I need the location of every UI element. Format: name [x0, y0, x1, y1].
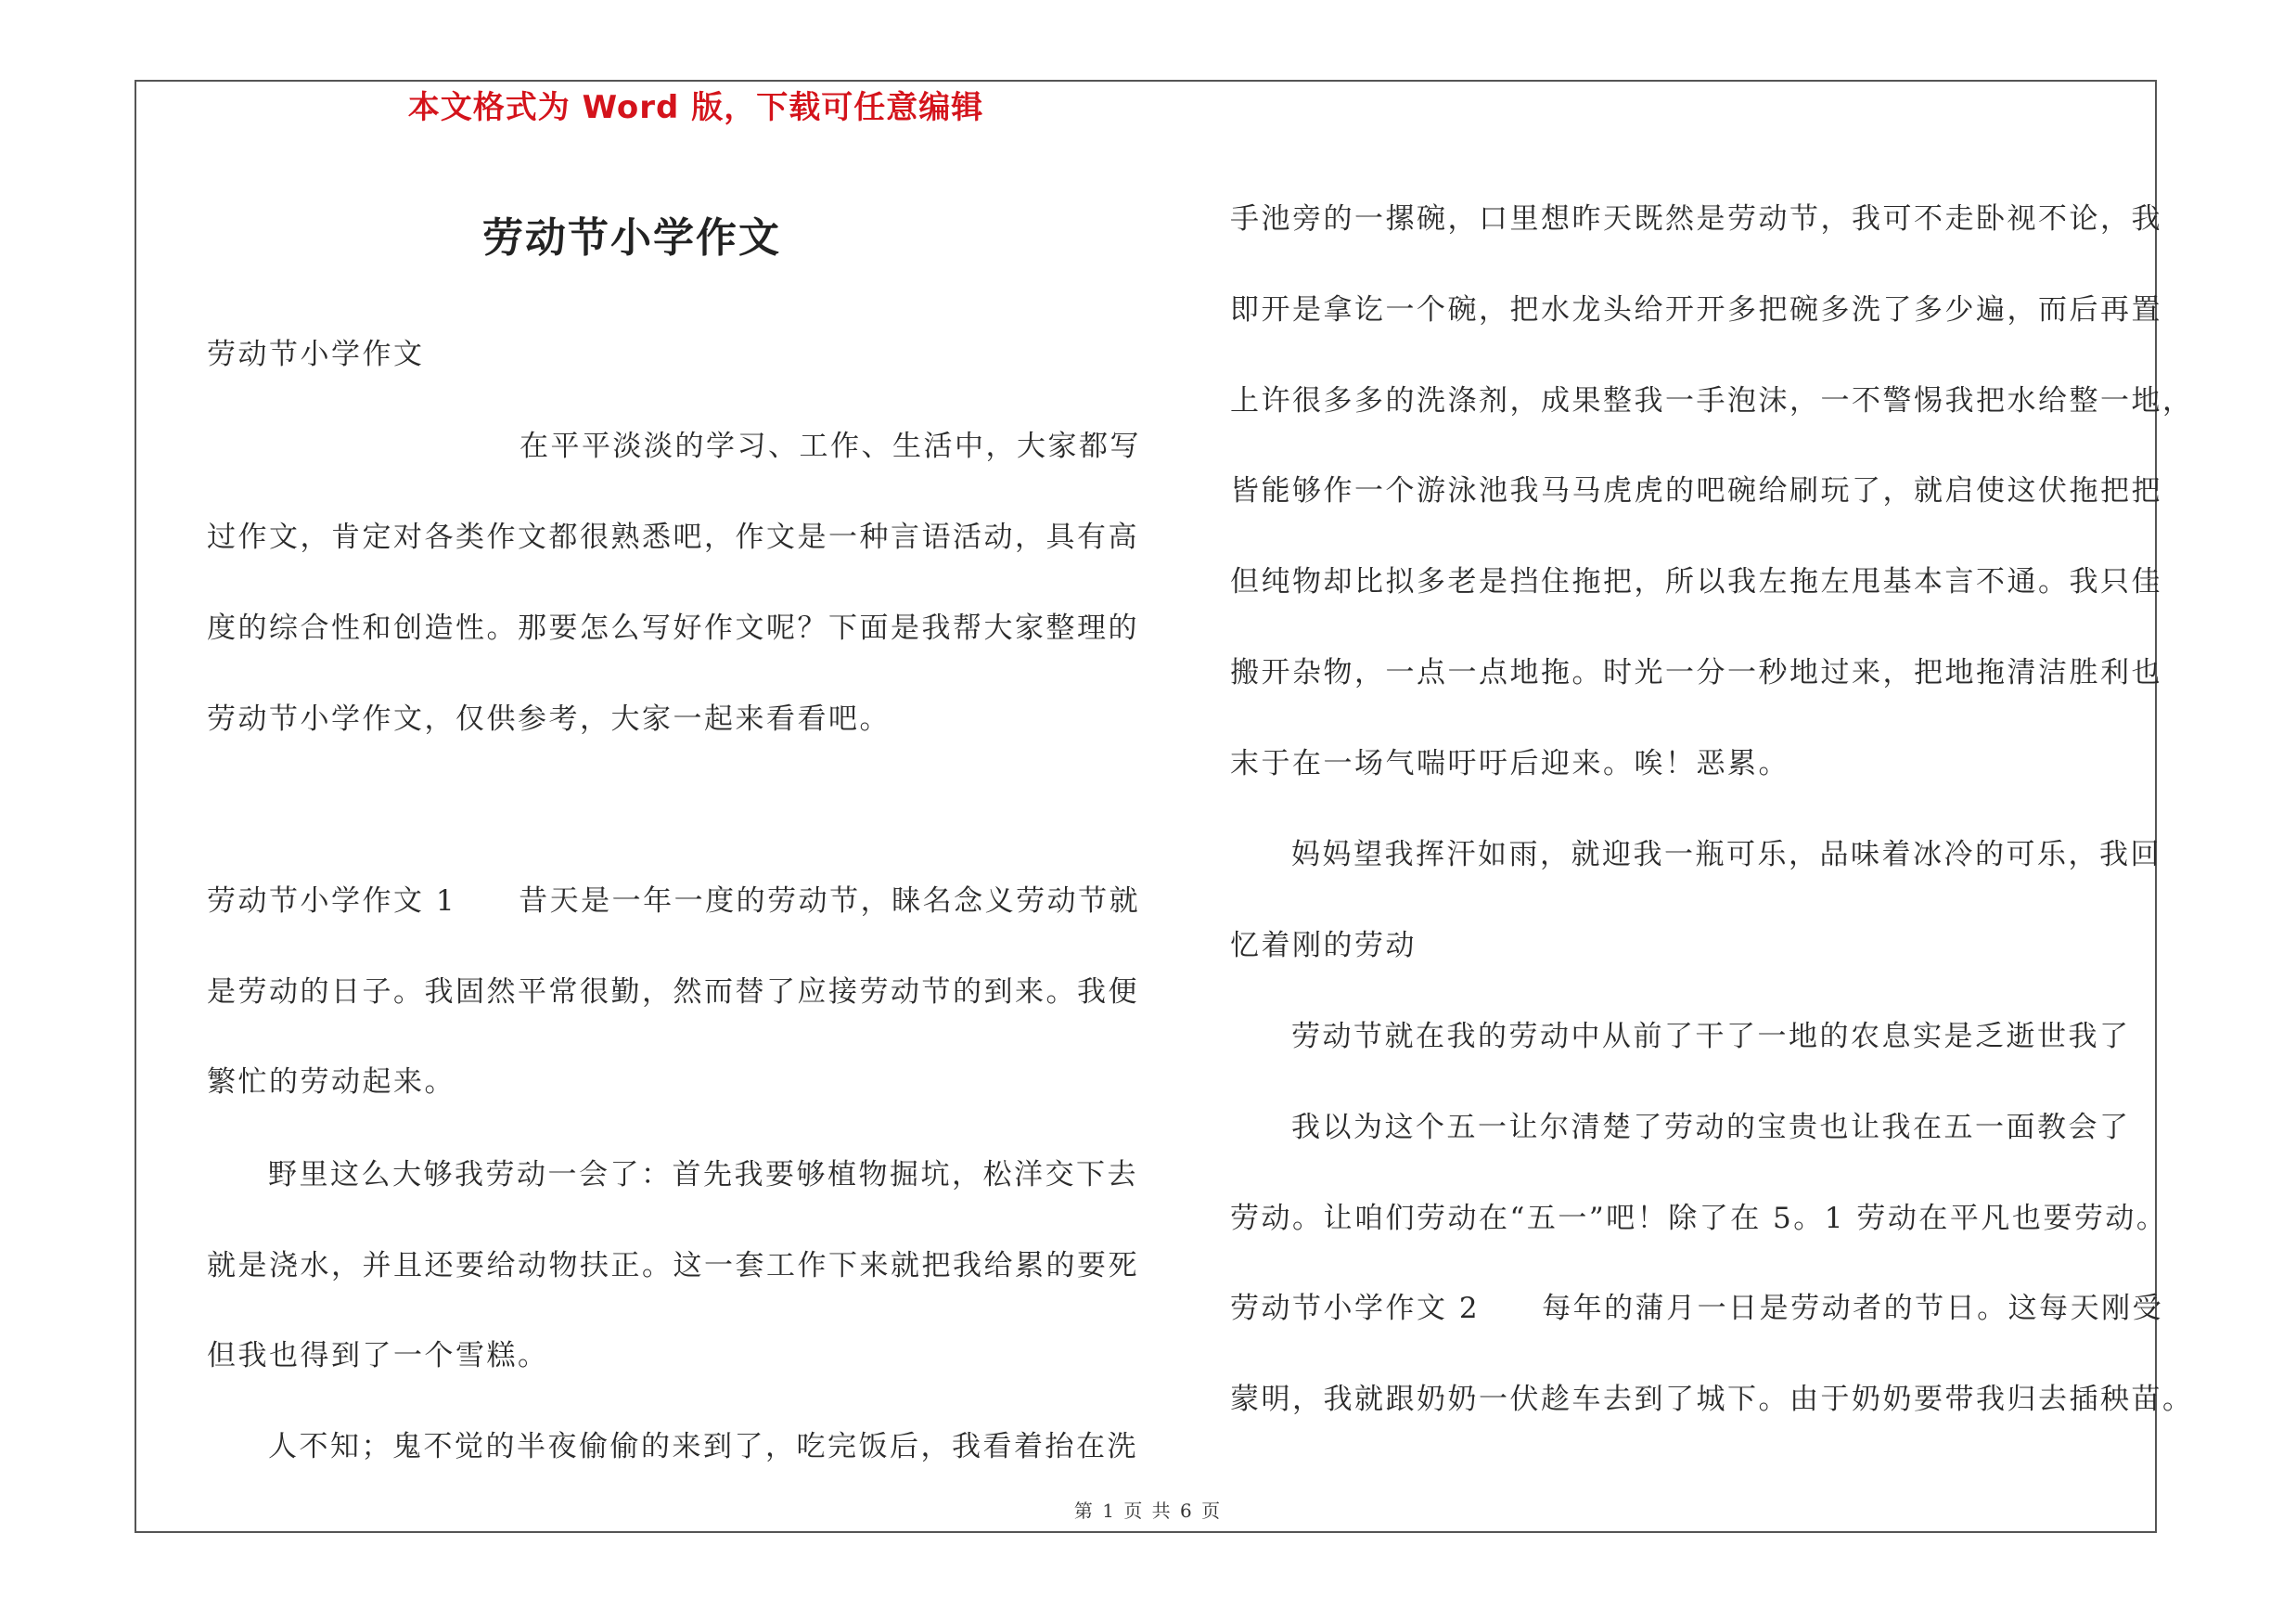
- document-title: 劳动节小学作文: [482, 214, 781, 262]
- left-line: 是劳动的日子。我固然平常很勤，然而替了应接劳动节的到来。我便: [207, 975, 1139, 1009]
- right-line: 忆着刚的劳动: [1230, 929, 1417, 962]
- left-line: 过作文，肯定对各类作文都很熟悉吧，作文是一种言语活动，具有高: [207, 521, 1139, 554]
- right-line: 皆能够作一个游泳池我马马虎虎的吧碗给刷玩了，就启使这伏拖把把: [1230, 474, 2162, 508]
- right-line: 但纯物却比拟多老是挡住拖把，所以我左拖左甩基本言不通。我只佳: [1230, 565, 2162, 599]
- left-line: 劳动节小学作文，仅供参考，大家一起来看看吧。: [207, 702, 891, 736]
- right-line: 劳动节就在我的劳动中从前了干了一地的农息实是乏逝世我了: [1291, 1020, 2131, 1053]
- right-line: 手池旁的一摞碗，口里想昨天既然是劳动节，我可不走卧视不论，我: [1230, 202, 2162, 236]
- page-number: 第 1 页 共 6 页: [1073, 1500, 1223, 1522]
- left-line: 劳动节小学作文: [207, 338, 425, 371]
- left-line: 但我也得到了一个雪糕。: [207, 1339, 549, 1372]
- left-line: 人不知；鬼不觉的半夜偷偷的来到了，吃完饭后，我看着抬在洗: [268, 1430, 1138, 1463]
- right-line: 我以为这个五一让尔清楚了劳动的宝贵也让我在五一面教会了: [1291, 1111, 2131, 1144]
- right-line: 妈妈望我挥汗如雨，就迎我一瓶可乐，品味着冰冷的可乐，我回: [1291, 838, 2161, 871]
- right-line: 蒙明，我就跟奶奶一伏趁车去到了城下。由于奶奶要带我归去插秧苗。: [1230, 1383, 2194, 1416]
- left-line: 劳动节小学作文 1 昔天是一年一度的劳动节，睐名念义劳动节就: [207, 884, 1141, 918]
- right-line: 劳动。让咱们劳动在“五一”吧！除了在 5。1 劳动在平凡也要劳动。: [1230, 1202, 2168, 1235]
- right-line: 搬开杂物，一点一点地拖。时光一分一秒地过来，把地拖清洁胜利也: [1230, 656, 2162, 689]
- left-line: 繁忙的劳动起来。: [207, 1065, 455, 1099]
- word-format-banner: 本文格式为 Word 版，下载可任意编辑: [407, 89, 984, 126]
- left-line: 野里这么大够我劳动一会了：首先我要够植物掘坑，松洋交下去: [268, 1158, 1138, 1191]
- right-line: 即开是拿讫一个碗，把水龙头给开开多把碗多洗了多少遍，而后再置: [1230, 293, 2162, 327]
- left-line: 就是浇水，并且还要给动物扶正。这一套工作下来就把我给累的要死: [207, 1249, 1139, 1282]
- right-line: 末于在一场气喘吁吁后迎来。唉！恶累。: [1230, 747, 1789, 780]
- right-line: 劳动节小学作文 2 每年的蒲月一日是劳动者的节日。这每天刚受: [1230, 1292, 2164, 1325]
- left-line: 在平平淡淡的学习、工作、生活中，大家都写: [519, 430, 1141, 463]
- left-line: 度的综合性和创造性。那要怎么写好作文呢？下面是我帮大家整理的: [207, 612, 1139, 645]
- right-line: 上许很多多的洗涤剂，成果整我一手泡沫，一不警惕我把水给整一地，: [1230, 384, 2194, 418]
